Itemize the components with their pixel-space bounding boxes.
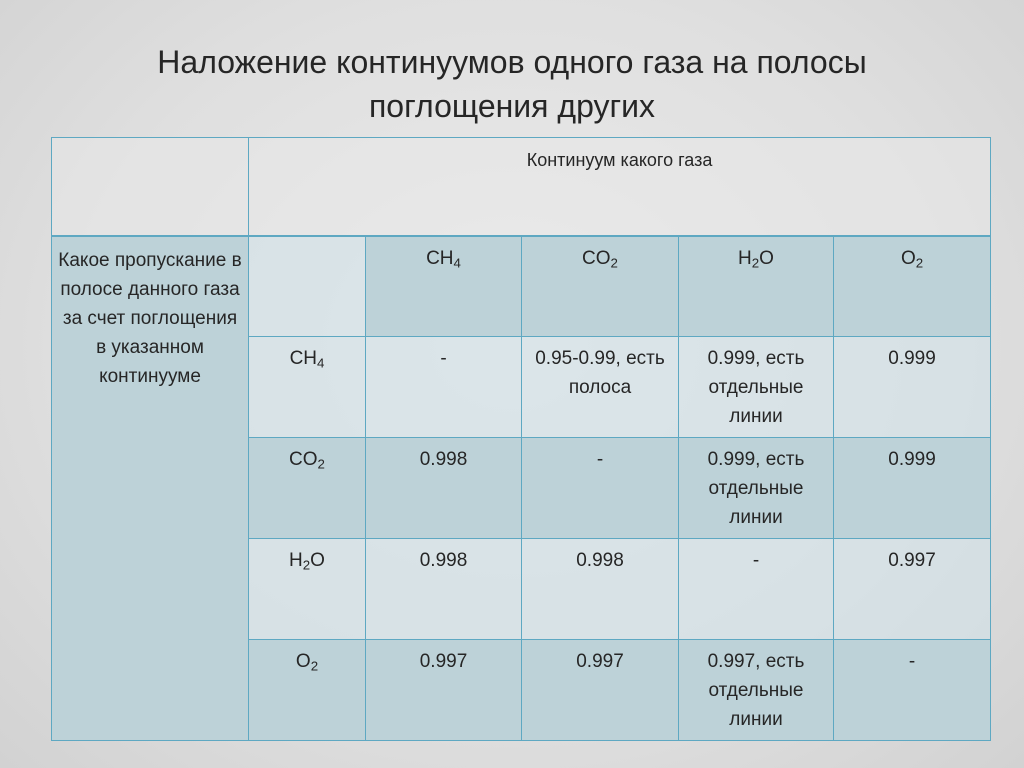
row-label-co2: $CO_2$ <box>249 438 366 539</box>
table-cell: - <box>366 337 522 438</box>
table-cell: 0.997, есть отдельные линии <box>679 640 834 741</box>
title-line-1: Наложение континуумов одного газа на полосы <box>157 44 867 80</box>
row-header-cell: Какое пропускание в полосе данного газа за счет поглощения в указанном континууме <box>52 236 249 741</box>
table-cell: - <box>522 438 679 539</box>
group-header-cell: Континуум какого газа <box>249 138 991 236</box>
gas-continuum-table <box>51 137 991 741</box>
table-cell: 0.998 <box>366 539 522 640</box>
row-label-ch4: $CH_4$ <box>249 337 366 438</box>
col-header-co2: $CO_2$ <box>522 236 679 337</box>
title-line-2: поглощения других <box>368 88 656 124</box>
slide-title <box>0 40 1024 128</box>
table-cell: 0.999 <box>834 337 991 438</box>
table-cell: 0.997 <box>834 539 991 640</box>
table-cell: 0.999, есть отдельные линии <box>679 337 834 438</box>
empty-subheader-cell <box>249 236 366 337</box>
col-header-h2o: $H_2O$ <box>679 236 834 337</box>
col-header-o2: $O_2$ <box>834 236 991 337</box>
table-cell: - <box>679 539 834 640</box>
table-cell: 0.998 <box>522 539 679 640</box>
table-cell: 0.997 <box>522 640 679 741</box>
table-cell: 0.999 <box>834 438 991 539</box>
col-header-ch4: $CH_4$ <box>366 236 522 337</box>
row-label-o2: $O_2$ <box>249 640 366 741</box>
table-cell: 0.998 <box>366 438 522 539</box>
table-cell: 0.95-0.99, есть полоса <box>522 337 679 438</box>
table-cell: 0.999, есть отдельные линии <box>679 438 834 539</box>
table-header-row <box>52 138 991 236</box>
table-cell: 0.997 <box>366 640 522 741</box>
gas-header-row <box>52 236 991 337</box>
corner-cell <box>52 138 249 236</box>
row-label-h2o: $H_2O$ <box>249 539 366 640</box>
table-cell: - <box>834 640 991 741</box>
